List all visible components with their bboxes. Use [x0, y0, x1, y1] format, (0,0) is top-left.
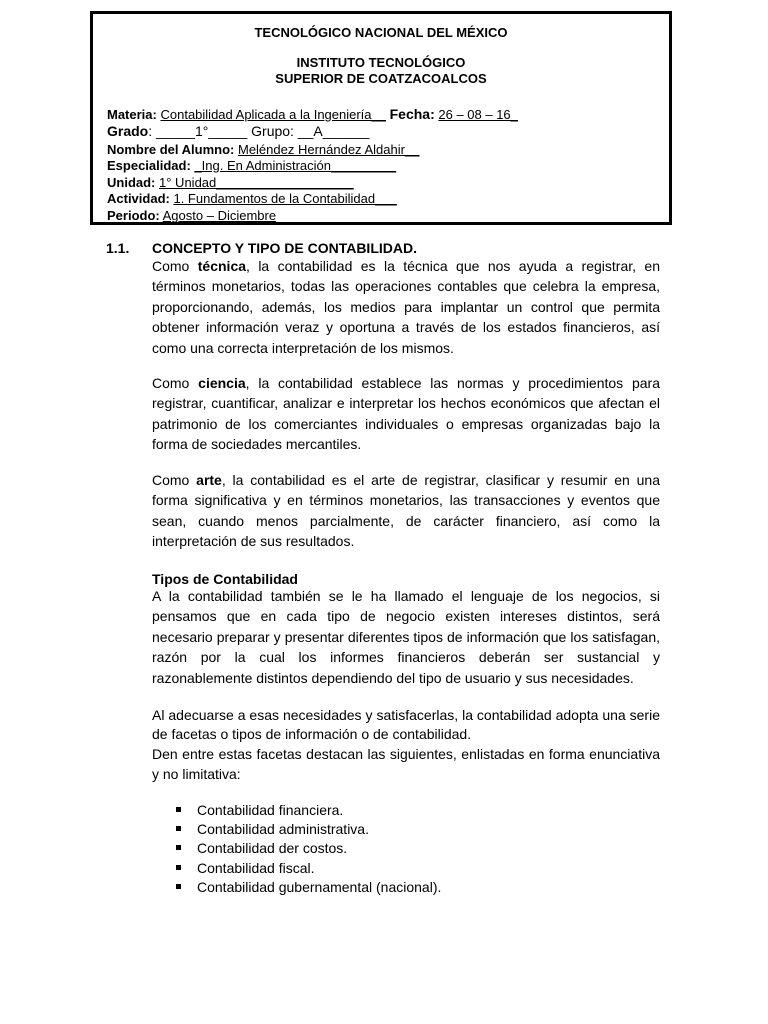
fecha-value: 26 – 08 – 16_: [438, 107, 518, 122]
grado-row: [107, 124, 369, 139]
especialidad-value: _Ing. En Administración_________: [194, 158, 397, 173]
periodo-row: [107, 208, 276, 223]
paragraph-facetas: Al adecuarse a esas necesidades y satisfacerlas, la contabilidad adopta una serie de facetas o tipos de información o de contabilidad.: [152, 707, 660, 742]
unidad-value: 1° Unidad___________________: [159, 175, 354, 190]
list-item-text: Contabilidad financiera.: [197, 802, 344, 818]
square-bullet-icon: [176, 884, 181, 889]
alumno-label: Nombre del Alumno:: [107, 142, 235, 157]
actividad-row: [107, 191, 397, 206]
square-bullet-icon: [176, 826, 181, 831]
alumno-row: [107, 142, 419, 157]
unidad-label: Unidad:: [107, 175, 156, 190]
p1-pre: Como: [152, 258, 198, 274]
p2-post: , la contabilidad establece las normas y procedimientos para registrar, cuantificar, analizar e interpretar los hechos económicos que afectan el patrimonio de los comerciantes individuales o empresas organizadas bajo la forma de sociedades mercantiles.: [152, 375, 660, 453]
list-item: [176, 801, 441, 820]
especialidad-label: Especialidad:: [107, 158, 191, 173]
section-number: 1.1.: [106, 240, 130, 256]
p1-post: , la contabilidad es la técnica que nos ayuda a registrar, en términos monetarios, todas las operaciones contables que celebra la empresa, proporcionando, además, los medios para implantar un control que permita obtener información veraz y oportuna a través de los estados financieros, así como una correcta interpretación de los mismos.: [152, 258, 661, 356]
p2-bold: ciencia: [198, 375, 246, 391]
institute-name: INSTITUTO TECNOLÓGICO: [296, 55, 466, 70]
paragraph-enunciativa: Den entre estas facetas destacan las siguientes, enlistadas en forma enunciativa y no limitativa:: [152, 746, 660, 782]
section-title: CONCEPTO Y TIPO DE CONTABILIDAD.: [152, 240, 417, 256]
square-bullet-icon: [176, 807, 181, 812]
square-bullet-icon: [176, 865, 181, 870]
materia-label: Materia:: [107, 107, 157, 122]
list-item: [176, 820, 441, 839]
grado-value: : _____1°_____ Grupo: __A______: [148, 123, 370, 139]
fecha-label: Fecha:: [389, 106, 435, 122]
actividad-label: Actividad:: [107, 191, 170, 206]
square-bullet-icon: [176, 845, 181, 850]
institute-location: SUPERIOR DE COATZACOALCOS: [275, 71, 487, 86]
p3-pre: Como: [152, 472, 197, 488]
especialidad-row: [107, 158, 396, 173]
contabilidad-types-list: [176, 801, 441, 897]
list-item: [176, 859, 441, 878]
actividad-value: 1. Fundamentos de la Contabilidad___: [173, 191, 397, 206]
p1-bold: técnica: [197, 258, 247, 274]
periodo-label: Periodo:: [107, 208, 160, 223]
subheading-tipos: Tipos de Contabilidad: [152, 571, 298, 587]
materia-row: [107, 107, 518, 122]
list-item-text: Contabilidad fiscal.: [197, 859, 315, 876]
header-box: [90, 11, 672, 225]
p2-pre: Como: [152, 375, 199, 391]
paragraph-tecnica: [152, 256, 660, 358]
list-item: [176, 878, 441, 897]
grado-label: Grado: [107, 123, 149, 139]
p3-post: , la contabilidad es el arte de registrar, clasificar y resumir en una forma significativa y en términos monetarios, las transacciones y eventos que sean, cuando menos parcialmente, de carácter financiero, así como la interpretación de sus resultados.: [152, 472, 660, 550]
list-item-text: Contabilidad der costos.: [197, 840, 348, 857]
paragraph-ciencia: [152, 373, 660, 455]
materia-value: Contabilidad Aplicada a la Ingeniería__: [160, 107, 386, 122]
paragraph-lenguaje: A la contabilidad también se le ha llamado el lenguaje de los negocios, si pensamos que en cada tipo de negocio existen intereses distintos, será necesario preparar y presentar diferentes tipos de información que los satisfagan, razón por la cual los informes financieros deberán ser sustancial y razonablemente distintos dependiendo del tipo de usuario y sus necesidades.: [152, 588, 660, 686]
institution-name: TECNOLÓGICO NACIONAL DEL MÉXICO: [254, 25, 508, 40]
list-item-text: Contabilidad gubernamental (nacional).: [197, 878, 442, 895]
alumno-value: Meléndez Hernández Aldahir__: [237, 142, 420, 157]
p3-bold: arte: [196, 472, 222, 488]
unidad-row: [107, 175, 354, 190]
periodo-value: Agosto – Diciembre: [162, 208, 277, 223]
list-item: [176, 839, 441, 858]
list-item-text: Contabilidad administrativa.: [197, 821, 369, 838]
paragraph-arte: [152, 470, 660, 552]
